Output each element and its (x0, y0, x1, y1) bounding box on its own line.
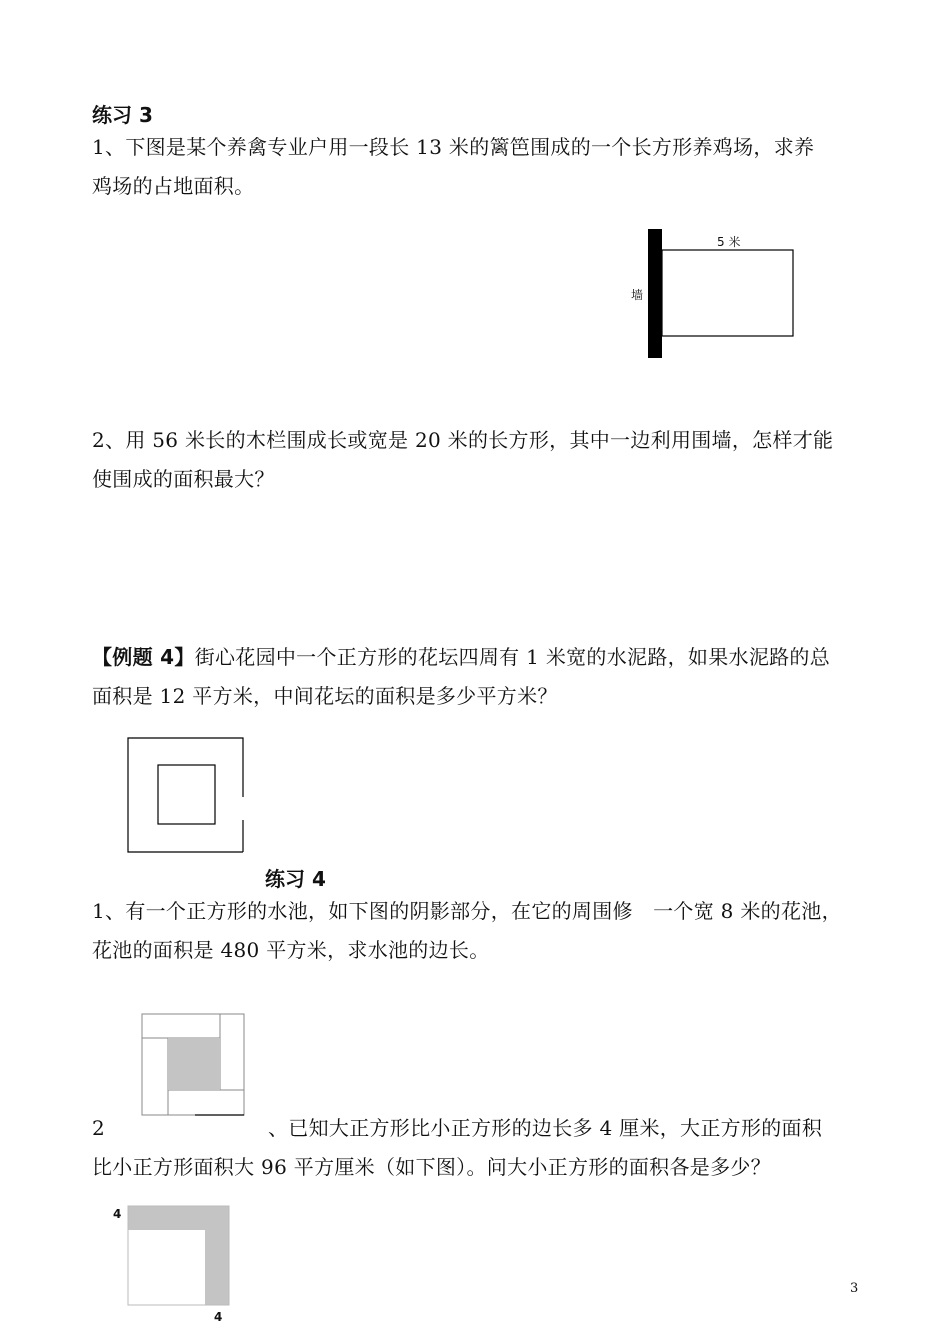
example-4-label: 【例题 4】 (92, 645, 195, 669)
small-square (128, 1230, 205, 1305)
exercise-4-q2-num: 2 (92, 1116, 106, 1140)
exercise-3-q2-line2: 使围成的面积最大？ (92, 467, 275, 491)
label-top-4: 4 (113, 1207, 122, 1221)
exercise-3-q2-line1: 2、用 56 米长的木栏围成长或宽是 20 米的长方形，其中一边利用围墙，怎样才能 (92, 428, 834, 452)
wall-label: 墙 (631, 288, 644, 302)
exercise-4-title: 练习 4 (265, 867, 326, 891)
example-4-text: 街心花园中一个正方形的花坛四周有 1 米宽的水泥路，如果水泥路的总 (194, 645, 831, 669)
exercise-4-q2-line2: 比小正方形面积大 96 平方厘米（如下图）。问大小正方形的面积各是多少？ (92, 1155, 771, 1179)
label-bottom-4: 4 (214, 1310, 223, 1324)
example-4-line2: 面积是 12 平方米，中间花坛的面积是多少平方米？ (92, 684, 558, 708)
exercise-4-q1-line2: 花池的面积是 480 平方米，求水池的边长。 (92, 938, 490, 962)
exercise-3-q1-line1: 1、下图是某个养禽专业户用一段长 13 米的篱笆围成的一个长方形养鸡场，求养 (92, 135, 815, 159)
exercise-3-q1-line2: 鸡场的占地面积。 (92, 174, 255, 198)
length-label: 5 米 (717, 235, 741, 249)
exercise-3-title: 练习 3 (92, 103, 153, 127)
exercise-4-q2-line1: 、已知大正方形比小正方形的边长多 4 厘米，大正方形的面积 (268, 1116, 823, 1140)
exercise-4-q1-line1: 1、有一个正方形的水池，如下图的阴影部分，在它的周围修 一个宽 8 米的花池， (92, 899, 842, 923)
page-number: 3 (850, 1281, 859, 1296)
